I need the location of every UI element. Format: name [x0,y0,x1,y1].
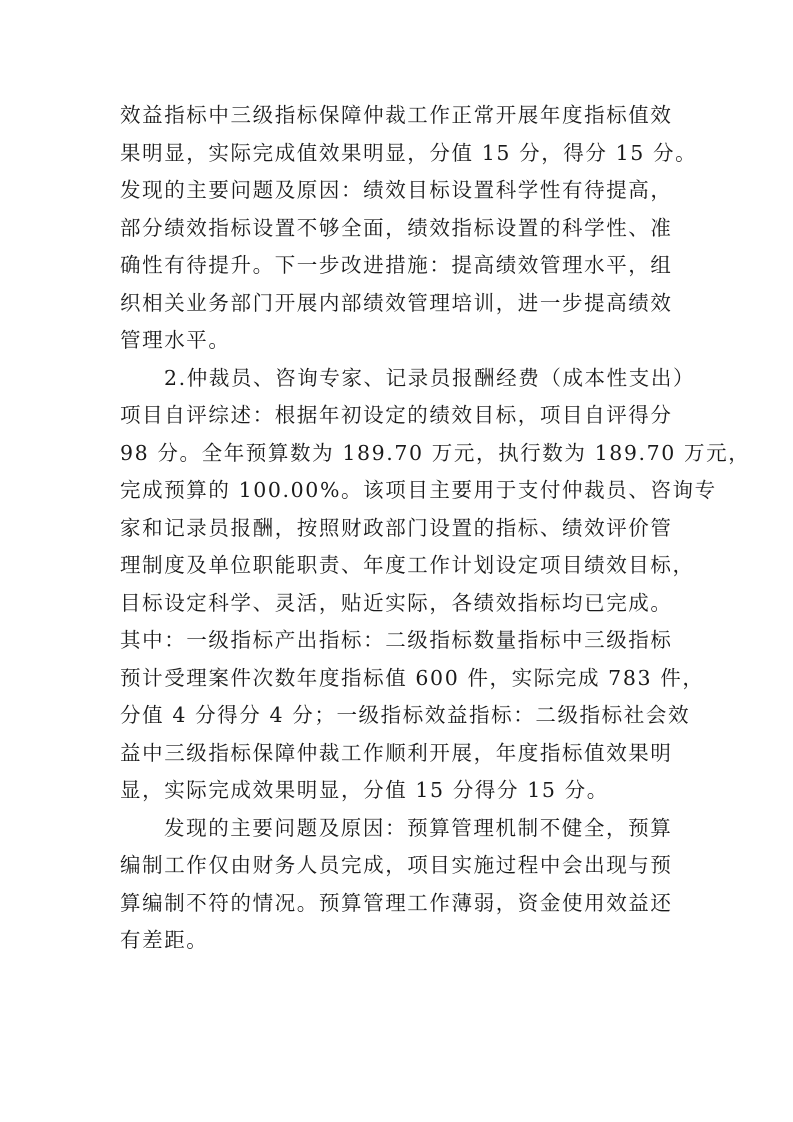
text-line: 效益指标中三级指标保障仲裁工作正常开展年度指标值效 [120,103,673,127]
text-line: 分值 4 分得分 4 分；一级指标效益指标：二级指标社会效 [120,703,691,727]
text-line: 项目自评综述：根据年初设定的绩效目标，项目自评得分 [120,403,673,427]
text-line: 家和记录员报酬，按照财政部门设置的指标、绩效评价管 [120,515,673,540]
text-line: 预计受理案件次数年度指标值 600 件，实际完成 783 件， [120,665,705,690]
text-line: 部分绩效指标设置不够全面，绩效指标设置的科学性、准 [120,215,673,240]
text-line: 完成预算的 100.00%。该项目主要用于支付仲裁员、咨询专 [120,478,717,502]
text-line: 益中三级指标保障仲裁工作顺利开展，年度指标值效果明 [120,740,673,765]
text-line: 管理水平。 [120,328,231,352]
document-page [120,97,751,960]
paragraph-budget-issues [120,810,688,960]
paragraph-performance-issues [120,97,698,360]
text-line: 显，实际完成效果明显，分值 15 分得分 15 分。 [120,778,609,802]
text-line: 理制度及单位职能职责、年度工作计划设定项目绩效目标， [120,553,695,577]
paragraph-project-2-summary [120,360,751,810]
text-line: 确性有待提升。下一步改进措施：提高绩效管理水平，组 [120,253,673,277]
text-line: 其中：一级指标产出指标：二级指标数量指标中三级指标 [120,628,673,652]
text-line: 目标设定科学、灵活，贴近实际，各绩效指标均已完成。 [120,590,673,615]
text-line: 果明显，实际完成值效果明显，分值 15 分，得分 15 分。 [120,140,698,165]
text-line: 发现的主要问题及原因：绩效目标设置科学性有待提高， [120,178,673,202]
text-line: 织相关业务部门开展内部绩效管理培训，进一步提高绩效 [120,290,673,315]
text-line: 发现的主要问题及原因：预算管理机制不健全，预算 [164,815,673,840]
text-line: 98 分。全年预算数为 189.70 万元，执行数为 189.70 万元， [120,440,751,465]
text-line: 2.仲裁员、咨询专家、记录员报酬经费（成本性支出） [164,365,696,390]
text-line: 有差距。 [120,928,209,952]
text-line: 编制工作仅由财务人员完成，项目实施过程中会出现与预 [120,853,673,877]
text-line: 算编制不符的情况。预算管理工作薄弱，资金使用效益还 [120,890,673,915]
